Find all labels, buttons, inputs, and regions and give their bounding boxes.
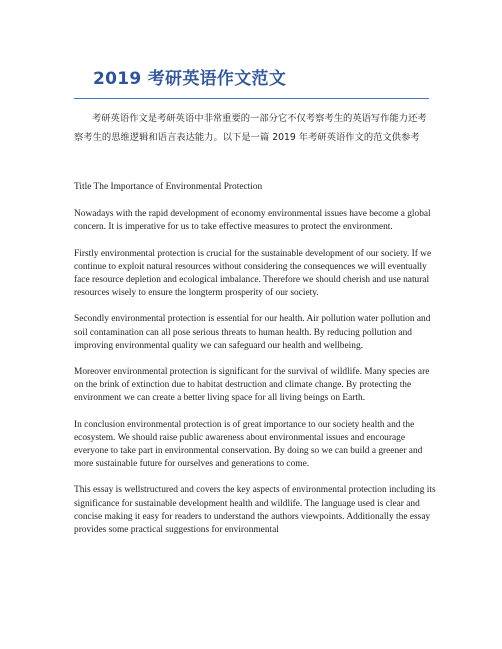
intro-paragraph: 考研英语作文是考研英语中非常重要的一部分它不仅考察考生的英语写作能力还考察考生的思维逻辑和语言表达能力。以下是一篇 2019 年考研英语作文的范文供参考 [74,113,427,143]
essay-paragraph-4: Moreover environmental protection is significant for the survival of wildlife. Many species are on the brink of extinction due to habitat destruction and climate change. By protecting the environment we can create a better living space for all living beings on Earth. [74,367,430,404]
essay-paragraph-2: Firstly environmental protection is crucial for the sustainable development of our society. If we continue to exploit natural resources without considering the consequences we will eventually face resource depletion and ecological imbalance. Therefore we should cherish and use natural resources wisely to ensure the longterm prosperity of our society. [74,248,432,299]
essay-paragraph-6: This essay is wellstructured and covers the key aspects of environmental protection including its significance for sustainable development health and wildlife. The language used is clear and concise making it easy for readers to understand the authors viewpoints. Additionally the essay provides some practical suggestions for environmental [74,485,436,536]
essay-paragraph-3: Secondly environmental protection is essential for our health. Air pollution water pollution and soil contamination can all pose serious threats to human health. By reducing pollution and improving environmental quality we can safeguard our health and wellbeing. [74,314,431,351]
page-title: 2019 考研英语作文范文 [93,69,287,89]
essay-paragraph-5: In conclusion environmental protection is of great importance to our society health and the ecosystem. We should raise public awareness about environmental issues and encourage everyone to take part in environmental conservation. By doing so we can build a greener and more sustainable future for ourselves and generations to come. [74,419,423,470]
intro-section [74,110,434,147]
essay-paragraph-1: Nowadays with the rapid development of economy environmental issues have become a global concern. It is imperative for us to take effective measures to protect the environment. [74,209,431,233]
title-underline [74,98,429,99]
essay-title: Title The Importance of Environmental Protection [74,182,263,192]
essay-body [74,181,436,550]
